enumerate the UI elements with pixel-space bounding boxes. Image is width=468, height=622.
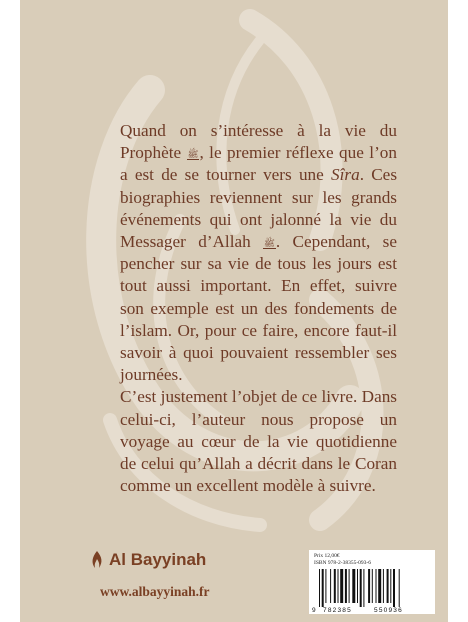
blurb-paragraph-1: [120, 120, 397, 386]
salawat-icon: ﷺ: [187, 149, 199, 160]
blurb-paragraph-2: C’est justement l’objet de ce livre. Dans celui-ci, l’auteur nous propose un voyage au cœur de la vie quotidienne de celui qu’Allah a décrit dans le Coran comme un excellent modèle à suivre.: [120, 387, 397, 496]
book-back-cover: [20, 0, 448, 622]
blurb-text: , le premier réflexe que l’on a est de se tourner vers une: [120, 143, 397, 185]
barcode-digits-right: 550936: [374, 607, 403, 614]
sira-term: Sîra: [331, 165, 360, 185]
publisher-name: Al Bayyinah: [109, 550, 207, 569]
barcode-digits-lead: 9: [312, 607, 316, 614]
flame-icon: [90, 550, 104, 570]
barcode-icon: [309, 567, 435, 614]
blurb-text: . Cependant, se pencher sur sa vie de tous les jours est tout aussi important. En effet, suivre son exemple est un des fondements de l’islam. Or, pour ce faire, encore faut-il savoir à quoi pouvaient ressembler ses journées.: [120, 232, 397, 385]
publisher-website: www.albayyinah.fr: [100, 584, 210, 599]
price-text: Prix 12,00€: [314, 553, 340, 559]
publisher-logo: [90, 550, 206, 570]
barcode-label: [309, 550, 435, 614]
salawat-icon: ﷺ: [264, 238, 275, 249]
isbn-text: ISBN 978-2-38355-093-6: [314, 560, 371, 566]
blurb-text: Quand on s’intéresse à la vie du Prophète: [120, 121, 397, 163]
blurb-text: . Ces biographies reviennent sur les grands événements qui ont jalonné la vie du Messager d’Allah: [120, 165, 398, 252]
barcode-digits-left: 782385: [323, 607, 352, 614]
book-blurb: [120, 120, 397, 497]
